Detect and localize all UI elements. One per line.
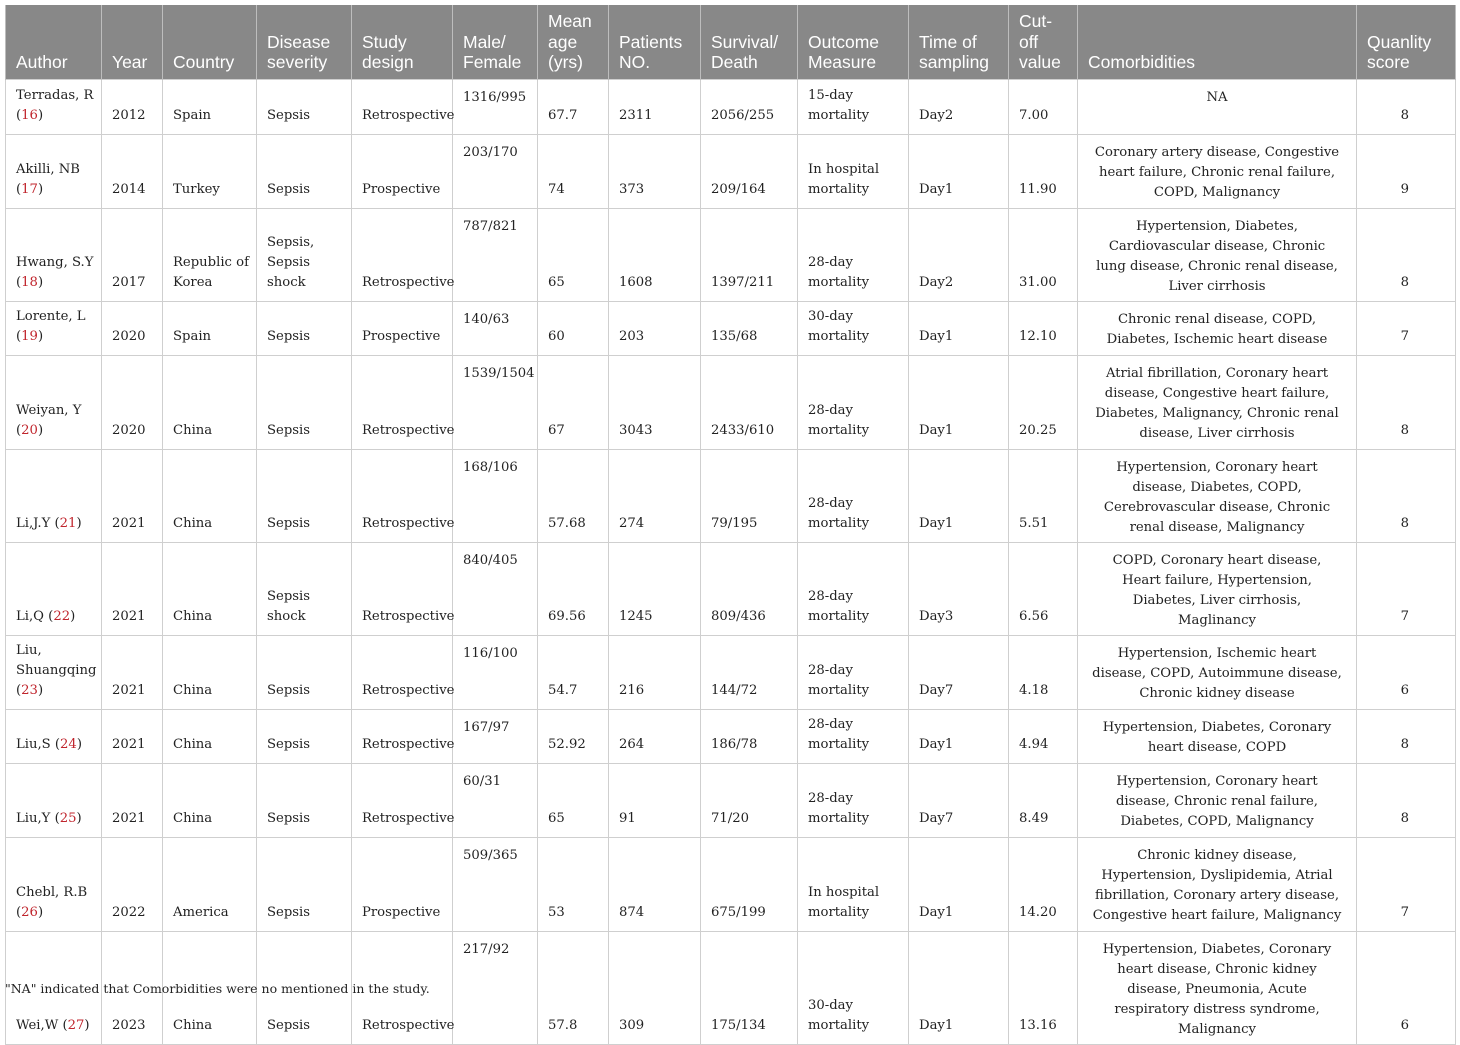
cell-study-design: Retrospective: [352, 208, 453, 301]
cell-year: 2021: [102, 542, 163, 635]
cell-cutoff-value: 11.90: [1009, 134, 1078, 208]
cell-survival-death: 135/68: [701, 301, 798, 355]
cell-author: Lorente, L (19): [6, 301, 102, 355]
cell-quality-score: 8: [1357, 208, 1456, 301]
cell-country: Spain: [163, 79, 257, 134]
cell-mean-age: 52.92: [538, 709, 609, 763]
cell-comorbidities: Hypertension, Diabetes, Coronary heart disease, COPD: [1078, 709, 1357, 763]
cell-quality-score: 6: [1357, 931, 1456, 1044]
cell-patients-no: 874: [609, 837, 701, 931]
cell-time-of-sampling: Day7: [909, 635, 1009, 709]
cell-male-female: 203/170: [453, 134, 538, 208]
cell-disease-severity: Sepsis: [257, 449, 352, 542]
cell-survival-death: 675/199: [701, 837, 798, 931]
cell-study-design: Retrospective: [352, 542, 453, 635]
cell-survival-death: 71/20: [701, 763, 798, 837]
cell-disease-severity: Sepsis: [257, 134, 352, 208]
header-patients-no: Patients NO.: [609, 5, 701, 79]
header-disease-severity: Disease severity: [257, 5, 352, 79]
cell-cutoff-value: 4.18: [1009, 635, 1078, 709]
author-name: Liu,Y: [16, 810, 51, 826]
cell-year: 2012: [102, 79, 163, 134]
cell-quality-score: 7: [1357, 542, 1456, 635]
author-name: Liu, Shuangqing: [16, 642, 97, 678]
cell-quality-score: 8: [1357, 709, 1456, 763]
cell-author: Li,Q (22): [6, 542, 102, 635]
header-author: Author: [6, 5, 102, 79]
cell-year: 2021: [102, 709, 163, 763]
cell-country: China: [163, 635, 257, 709]
cell-time-of-sampling: Day2: [909, 208, 1009, 301]
cell-author: Wei,W (27): [6, 931, 102, 1044]
cell-survival-death: 79/195: [701, 449, 798, 542]
cell-survival-death: 175/134: [701, 931, 798, 1044]
cell-disease-severity: Sepsis: [257, 931, 352, 1044]
cell-outcome-measure: 28-day mortality: [798, 635, 909, 709]
cell-outcome-measure: 30-day mortality: [798, 301, 909, 355]
cell-cutoff-value: 6.56: [1009, 542, 1078, 635]
cell-disease-severity: Sepsis: [257, 709, 352, 763]
cell-comorbidities: Coronary artery disease, Congestive heart failure, Chronic renal failure, COPD, Malignancy: [1078, 134, 1357, 208]
cell-patients-no: 3043: [609, 355, 701, 449]
reference-link[interactable]: 21: [59, 515, 77, 531]
cell-disease-severity: Sepsis: [257, 763, 352, 837]
cell-time-of-sampling: Day1: [909, 355, 1009, 449]
cell-mean-age: 57.8: [538, 931, 609, 1044]
header-survival-death: Survival/ Death: [701, 5, 798, 79]
cell-mean-age: 67: [538, 355, 609, 449]
reference-link[interactable]: 19: [21, 328, 38, 344]
table-row: [6, 449, 1456, 542]
cell-time-of-sampling: Day1: [909, 449, 1009, 542]
author-name: Terradas, R: [16, 87, 94, 103]
cell-time-of-sampling: Day3: [909, 542, 1009, 635]
cell-quality-score: 7: [1357, 301, 1456, 355]
cell-patients-no: 274: [609, 449, 701, 542]
table-row: [6, 837, 1456, 931]
cell-comorbidities: Hypertension, Coronary heart disease, Diabetes, COPD, Cerebrovascular disease, Chronic renal disease, Malignancy: [1078, 449, 1357, 542]
cell-male-female: 167/97: [453, 709, 538, 763]
reference-link[interactable]: 22: [53, 608, 71, 624]
header-cutoff-value: Cut-off value: [1009, 5, 1078, 79]
cell-year: 2021: [102, 449, 163, 542]
cell-disease-severity: Sepsis: [257, 79, 352, 134]
cell-comorbidities: Hypertension, Ischemic heart disease, COPD, Autoimmune disease, Chronic kidney disease: [1078, 635, 1357, 709]
reference-link[interactable]: 24: [60, 736, 77, 752]
header-year: Year: [102, 5, 163, 79]
author-name: Weiyan, Y: [16, 402, 82, 418]
cell-mean-age: 65: [538, 763, 609, 837]
cell-time-of-sampling: Day1: [909, 931, 1009, 1044]
cell-country: China: [163, 355, 257, 449]
cell-male-female: 1539/1504: [453, 355, 538, 449]
reference-link[interactable]: 25: [59, 810, 77, 826]
cell-country: China: [163, 542, 257, 635]
table-row: [6, 635, 1456, 709]
cell-comorbidities: Atrial fibrillation, Coronary heart disease, Congestive heart failure, Diabetes, Malignancy, Chronic renal disease, Liver cirrhosis: [1078, 355, 1357, 449]
cell-survival-death: 809/436: [701, 542, 798, 635]
cell-year: 2021: [102, 763, 163, 837]
cell-comorbidities: COPD, Coronary heart disease, Heart failure, Hypertension, Diabetes, Liver cirrhosis, Maglinancy: [1078, 542, 1357, 635]
cell-study-design: Retrospective: [352, 931, 453, 1044]
cell-study-design: Retrospective: [352, 763, 453, 837]
cell-quality-score: 7: [1357, 837, 1456, 931]
cell-patients-no: 2311: [609, 79, 701, 134]
author-name: Hwang, S.Y: [16, 254, 94, 270]
cell-author: Liu, Shuangqing (23): [6, 635, 102, 709]
header-study-design: Study design: [352, 5, 453, 79]
cell-comorbidities: NA: [1078, 79, 1357, 134]
cell-cutoff-value: 8.49: [1009, 763, 1078, 837]
cell-survival-death: 2056/255: [701, 79, 798, 134]
cell-outcome-measure: In hospital mortality: [798, 837, 909, 931]
cell-patients-no: 1245: [609, 542, 701, 635]
cell-time-of-sampling: Day1: [909, 837, 1009, 931]
cell-disease-severity: Sepsis: [257, 301, 352, 355]
cell-disease-severity: Sepsis, Sepsis shock: [257, 208, 352, 301]
cell-cutoff-value: 31.00: [1009, 208, 1078, 301]
cell-survival-death: 209/164: [701, 134, 798, 208]
cell-author: Li,J.Y (21): [6, 449, 102, 542]
cell-mean-age: 65: [538, 208, 609, 301]
cell-male-female: 1316/995: [453, 79, 538, 134]
cell-study-design: Retrospective: [352, 79, 453, 134]
cell-cutoff-value: 5.51: [1009, 449, 1078, 542]
cell-disease-severity: Sepsis: [257, 837, 352, 931]
cell-author: Liu,S (24): [6, 709, 102, 763]
cell-study-design: Retrospective: [352, 449, 453, 542]
cell-outcome-measure: 28-day mortality: [798, 763, 909, 837]
cell-survival-death: 2433/610: [701, 355, 798, 449]
cell-author: Chebl, R.B (26): [6, 837, 102, 931]
cell-comorbidities: Hypertension, Diabetes, Cardiovascular disease, Chronic lung disease, Chronic renal disease, Liver cirrhosis: [1078, 208, 1357, 301]
cell-cutoff-value: 7.00: [1009, 79, 1078, 134]
cell-cutoff-value: 4.94: [1009, 709, 1078, 763]
cell-quality-score: 6: [1357, 635, 1456, 709]
header-time-of-sampling: Time of sampling: [909, 5, 1009, 79]
cell-country: Republic of Korea: [163, 208, 257, 301]
cell-mean-age: 57.68: [538, 449, 609, 542]
cell-year: 2017: [102, 208, 163, 301]
cell-author: Akilli, NB (17): [6, 134, 102, 208]
cell-outcome-measure: 28-day mortality: [798, 355, 909, 449]
cell-male-female: 787/821: [453, 208, 538, 301]
cell-male-female: 116/100: [453, 635, 538, 709]
cell-patients-no: 91: [609, 763, 701, 837]
cell-mean-age: 53: [538, 837, 609, 931]
cell-mean-age: 54.7: [538, 635, 609, 709]
cell-country: America: [163, 837, 257, 931]
cell-quality-score: 8: [1357, 355, 1456, 449]
cell-time-of-sampling: Day1: [909, 134, 1009, 208]
cell-male-female: 168/106: [453, 449, 538, 542]
cell-quality-score: 9: [1357, 134, 1456, 208]
cell-patients-no: 203: [609, 301, 701, 355]
cell-cutoff-value: 20.25: [1009, 355, 1078, 449]
cell-year: 2023: [102, 931, 163, 1044]
cell-comorbidities: Chronic kidney disease, Hypertension, Dyslipidemia, Atrial fibrillation, Coronary artery disease, Congestive heart failure, Malignancy: [1078, 837, 1357, 931]
table-row: [6, 208, 1456, 301]
study-characteristics-table: [5, 5, 1456, 1045]
cell-author: Hwang, S.Y (18): [6, 208, 102, 301]
cell-outcome-measure: 28-day mortality: [798, 542, 909, 635]
cell-time-of-sampling: Day7: [909, 763, 1009, 837]
reference-link[interactable]: 23: [21, 682, 38, 698]
cell-male-female: 509/365: [453, 837, 538, 931]
cell-cutoff-value: 14.20: [1009, 837, 1078, 931]
header-country: Country: [163, 5, 257, 79]
cell-mean-age: 74: [538, 134, 609, 208]
cell-disease-severity: Sepsis shock: [257, 542, 352, 635]
cell-survival-death: 1397/211: [701, 208, 798, 301]
reference-link[interactable]: 16: [21, 107, 38, 123]
cell-country: Turkey: [163, 134, 257, 208]
table-body: [6, 79, 1456, 1044]
cell-survival-death: 144/72: [701, 635, 798, 709]
cell-country: Spain: [163, 301, 257, 355]
cell-male-female: 217/92: [453, 931, 538, 1044]
author-name: Liu,S: [16, 736, 51, 752]
author-name: Lorente, L: [16, 308, 86, 324]
cell-author: Liu,Y (25): [6, 763, 102, 837]
cell-time-of-sampling: Day1: [909, 709, 1009, 763]
cell-comorbidities: Chronic renal disease, COPD, Diabetes, Ischemic heart disease: [1078, 301, 1357, 355]
cell-male-female: 60/31: [453, 763, 538, 837]
cell-study-design: Retrospective: [352, 709, 453, 763]
cell-patients-no: 373: [609, 134, 701, 208]
cell-outcome-measure: 30-day mortality: [798, 931, 909, 1044]
header-mean-age: Mean age (yrs): [538, 5, 609, 79]
table-row: [6, 709, 1456, 763]
cell-outcome-measure: 28-day mortality: [798, 449, 909, 542]
cell-study-design: Retrospective: [352, 635, 453, 709]
author-name: Akilli, NB: [16, 161, 80, 177]
cell-disease-severity: Sepsis: [257, 355, 352, 449]
cell-time-of-sampling: Day1: [909, 301, 1009, 355]
cell-patients-no: 309: [609, 931, 701, 1044]
cell-study-design: Prospective: [352, 301, 453, 355]
table-row: [6, 301, 1456, 355]
cell-author: Terradas, R (16): [6, 79, 102, 134]
reference-link[interactable]: 20: [21, 422, 38, 438]
cell-author: Weiyan, Y (20): [6, 355, 102, 449]
cell-outcome-measure: In hospital mortality: [798, 134, 909, 208]
table-row: [6, 355, 1456, 449]
author-name: Li,Q: [16, 608, 44, 624]
header-quality-score: Quanlity score: [1357, 5, 1456, 79]
cell-time-of-sampling: Day2: [909, 79, 1009, 134]
cell-cutoff-value: 12.10: [1009, 301, 1078, 355]
header-comorbidities: Comorbidities: [1078, 5, 1357, 79]
cell-country: China: [163, 709, 257, 763]
reference-link[interactable]: 18: [21, 274, 38, 290]
header-row: [6, 5, 1456, 79]
cell-male-female: 140/63: [453, 301, 538, 355]
cell-patients-no: 1608: [609, 208, 701, 301]
author-name: Li,J.Y: [16, 515, 51, 531]
reference-link[interactable]: 17: [21, 181, 38, 197]
author-name: Chebl, R.B: [16, 884, 88, 900]
cell-comorbidities: Hypertension, Diabetes, Coronary heart disease, Chronic kidney disease, Pneumonia, Acute respiratory distress syndrome, Malignancy: [1078, 931, 1357, 1044]
cell-year: 2014: [102, 134, 163, 208]
cell-quality-score: 8: [1357, 449, 1456, 542]
cell-mean-age: 60: [538, 301, 609, 355]
cell-year: 2020: [102, 301, 163, 355]
table-row: [6, 763, 1456, 837]
reference-link[interactable]: 27: [67, 1017, 85, 1033]
cell-mean-age: 67.7: [538, 79, 609, 134]
cell-study-design: Retrospective: [352, 355, 453, 449]
cell-mean-age: 69.56: [538, 542, 609, 635]
cell-quality-score: 8: [1357, 79, 1456, 134]
cell-year: 2020: [102, 355, 163, 449]
table-footnote: "NA" indicated that Comorbidities were no mentioned in the study.: [5, 981, 430, 996]
author-name: Wei,W: [16, 1017, 59, 1033]
cell-country: China: [163, 763, 257, 837]
cell-country: China: [163, 931, 257, 1044]
cell-patients-no: 264: [609, 709, 701, 763]
cell-patients-no: 216: [609, 635, 701, 709]
cell-year: 2021: [102, 635, 163, 709]
cell-study-design: Prospective: [352, 837, 453, 931]
table-row: [6, 542, 1456, 635]
cell-cutoff-value: 13.16: [1009, 931, 1078, 1044]
cell-disease-severity: Sepsis: [257, 635, 352, 709]
cell-survival-death: 186/78: [701, 709, 798, 763]
cell-year: 2022: [102, 837, 163, 931]
cell-male-female: 840/405: [453, 542, 538, 635]
cell-country: China: [163, 449, 257, 542]
reference-link[interactable]: 26: [21, 904, 38, 920]
cell-outcome-measure: 15-day mortality: [798, 79, 909, 134]
cell-outcome-measure: 28-day mortality: [798, 709, 909, 763]
cell-outcome-measure: 28-day mortality: [798, 208, 909, 301]
cell-comorbidities: Hypertension, Coronary heart disease, Chronic renal failure, Diabetes, COPD, Malignancy: [1078, 763, 1357, 837]
table-row: [6, 79, 1456, 134]
cell-quality-score: 8: [1357, 763, 1456, 837]
header-outcome-measure: Outcome Measure: [798, 5, 909, 79]
cell-study-design: Prospective: [352, 134, 453, 208]
table-row: [6, 134, 1456, 208]
header-male-female: Male/ Female: [453, 5, 538, 79]
